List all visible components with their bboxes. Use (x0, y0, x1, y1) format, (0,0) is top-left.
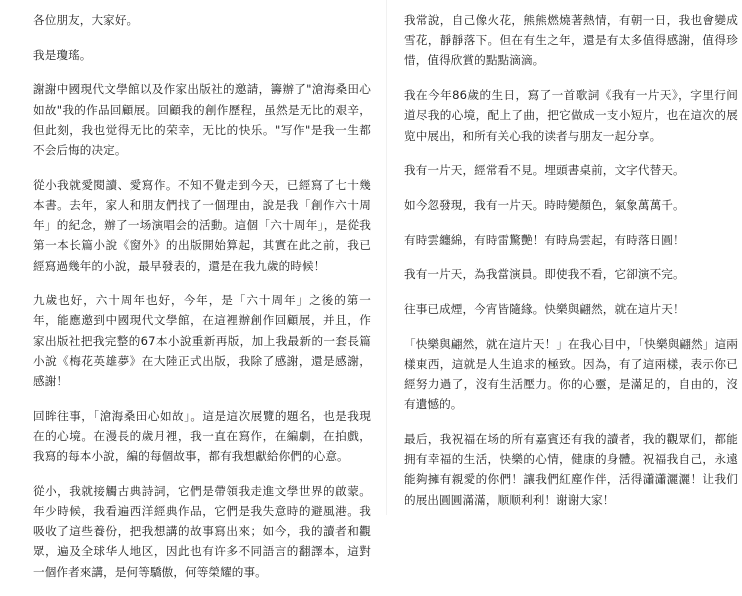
paragraph-classics: 從小，我就接觸古典詩詞，它們是帶領我走進文學世界的啟蒙。年少時候，我看遍西洋經典作品，它們是我失意時的避風港。我吸收了這些養份，把我想講的故事寫出來；如今，我的讀者和觀眾，遍及全球华人地区，因此也有许多不同語言的翻譯本，這對一個作者來講，是何等驕傲，何等榮耀的事。 (33, 483, 371, 579)
paragraph-self-intro: 我是瓊瑤。 (33, 47, 92, 62)
right-column (404, 10, 738, 524)
paragraph-exhibition-title: 回眸往事，「滄海桑田心如故」。這是這次展覽的題名，也是我現在的心境。在漫長的歲月裡，我一直在寫作，在編劇，在拍戲，我寫的每本小說，編的每個故事，都有我想獻給你們的心意。 (33, 408, 371, 464)
lyric-line-1: 我有一片天，經常看不見。埋頭書桌前，文字代替天。 (404, 163, 685, 178)
paragraph-greeting: 各位朋友，大家好。 (33, 13, 139, 27)
left-column (33, 10, 371, 596)
lyric-line-2: 如今忽發現，我有一片天。時時變顏色，氣象萬萬千。 (404, 197, 685, 212)
paragraph-happiness: 「快樂與翩然，就在這片天！」在我心目中，「快樂與翩然」這兩樣東西，這就是人生追求的極致。因為，有了這兩樣，表示你已經努力過了，沒有生活壓力。你的心靈，是滿足的，自由的，沒有遺憾的。 (404, 336, 738, 412)
paragraph-closing: 最后，我祝福在场的所有嘉賓还有我的讀者，我的觀眾们，都能拥有幸福的生活，快樂的心情，健康的身體。祝福我自己，永遠能夠擁有親愛的你們！讓我們紅塵作伴，活得瀟瀟灑灑！让我们的展出圓圓滿滿，顺顺利利！谢谢大家！ (404, 432, 738, 507)
lyric-line-4: 我有一片天，為我當演員。即使我不看，它卻演不完。 (404, 267, 685, 282)
paragraph-writing-history: 從小我就愛閱讀、愛寫作。不知不覺走到今天，已經寫了七十幾本書。去年，家人和朋友們找了一個理由，說是我「創作六十周年」的紀念，辦了一场演唱会的活動。這個「六十周年」，是從我第一本长篇小說《窗外》的出版開始算起，其實在此之前，我已經寫過幾年的小說，最早發表的，還是在我九歲的時候！ (33, 177, 371, 273)
lyric-line-5: 往事已成煙，今宵皆隨緣。快樂與翩然，就在這片天！ (404, 302, 685, 317)
paragraph-thanks: 謝謝中國現代文學館以及作家出版社的邀請，籌辦了"滄海桑田心如故"我的作品回顧展。回顧我的創作歷程，虽然是无比的艰辛，但此刻，我也觉得无比的荣幸，无比的快乐。"写作"是我一生都不会后悔的决定。 (33, 82, 371, 158)
paragraph-exhibition: 九歲也好，六十周年也好，今年，是「六十周年」之後的第一年，能應邀到中國現代文學館，在這裡辦創作回顧展，并且，作家出版社把我完整的67本小說重新再版，加上我最新的一套長篇小說《梅花英雄夢》在大陸正式出版，我除了感謝，還是感謝，感謝！ (33, 293, 371, 389)
paragraph-birthday-song: 我在今年86歲的生日，寫了一首歌詞《我有一片天》，字里行间道尽我的心境，配上了曲，把它做成一支小短片，也在這次的展览中展出，和所有关心我的读者与朋友一起分享。 (404, 88, 738, 143)
lyric-line-3: 有時雲纏綿，有時雷驚艷！有時鳥雲起，有時落日圓！ (404, 232, 685, 247)
paragraph-spark-snow: 我常說，自己像火花，熊熊燃燒著熱情，有朝一日，我也會變成雪花，靜靜落下。但在有生之年，還是有太多值得感謝，值得珍惜，值得欣賞的點點滴滴。 (404, 13, 738, 68)
column-divider (386, 0, 387, 515)
